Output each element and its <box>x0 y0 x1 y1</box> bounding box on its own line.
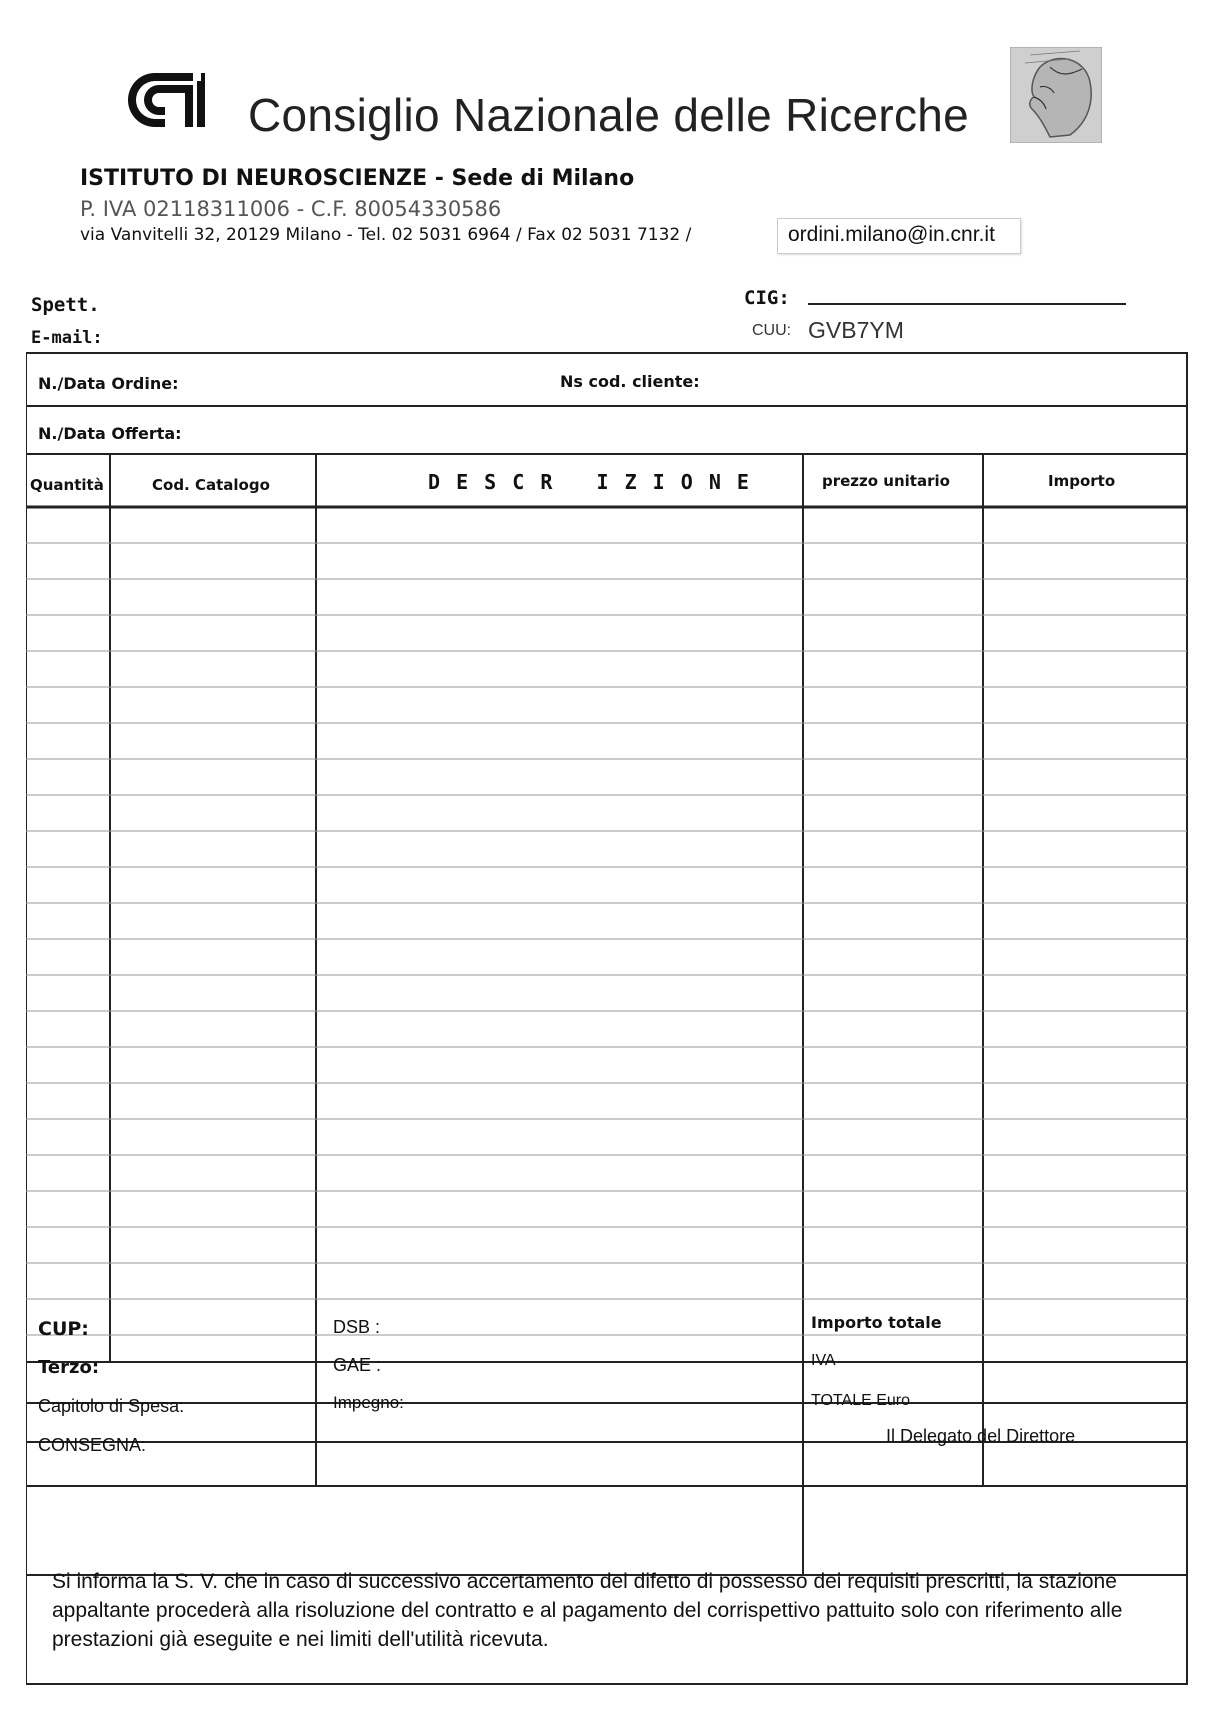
offerta-label: N./Data Offerta: <box>38 424 182 443</box>
capitolo-label: Capitolo di Spesa: <box>38 1396 185 1416</box>
cup-label: CUP: <box>38 1318 89 1340</box>
email-label: E-mail: <box>31 328 103 348</box>
cuu-label: CUU: <box>752 322 792 339</box>
col-prezzo-unitario: prezzo unitario <box>822 472 950 490</box>
iva-label: IVA <box>811 1352 836 1369</box>
cnr-logo <box>115 55 215 145</box>
address: via Vanvitelli 32, 20129 Milano - Tel. 02 5031 6964 / Fax 02 5031 7132 / <box>80 225 692 245</box>
order-form-grid <box>26 352 1189 1687</box>
col-quantita: Quantità <box>30 476 104 494</box>
dsb-label: DSB : <box>333 1317 381 1337</box>
institute-name: ISTITUTO DI NEUROSCIENZE - Sede di Milano <box>80 166 635 191</box>
ordine-label: N./Data Ordine: <box>38 374 179 393</box>
fiscal-codes: P. IVA 02118311006 - C.F. 80054330586 <box>80 197 502 221</box>
org-title: Consiglio Nazionale delle Ricerche <box>248 89 970 141</box>
impegno-label: Impegno: <box>333 1393 404 1412</box>
col-cod-catalogo: Cod. Catalogo <box>152 476 270 494</box>
consegna-label: CONSEGNA: <box>38 1435 147 1455</box>
delegato-label: Il Delegato del Direttore <box>886 1426 1076 1446</box>
spett-label: Spett. <box>31 294 100 316</box>
cliente-label: Ns cod. cliente: <box>560 372 700 391</box>
portrait-emblem-icon <box>1010 47 1102 143</box>
gae-label: GAE : <box>333 1355 382 1375</box>
contact-email: ordini.milano@in.cnr.it <box>788 223 995 246</box>
terzo-label: Terzo: <box>38 1357 100 1378</box>
cig-field[interactable] <box>808 303 1126 305</box>
col-descrizione: D E S C R I Z I O N E <box>428 470 751 494</box>
totale-euro-label: TOTALE Euro <box>811 1392 910 1409</box>
cuu-value: GVB7YM <box>808 317 904 343</box>
col-importo: Importo <box>1048 472 1116 490</box>
importo-totale-label: Importo totale <box>811 1313 942 1332</box>
cig-label: CIG: <box>744 287 790 309</box>
legal-notice: Si informa la S. V. che in caso di successivo accertamento del difetto di possesso dei requisiti prescritti, la stazione appaltante procederà alla risoluzione del contratto e al pagamento del corrispettivo pattuito solo con riferimento alle prestazioni già eseguite e nei limiti dell'utilità ricevuta. <box>52 1570 1123 1651</box>
